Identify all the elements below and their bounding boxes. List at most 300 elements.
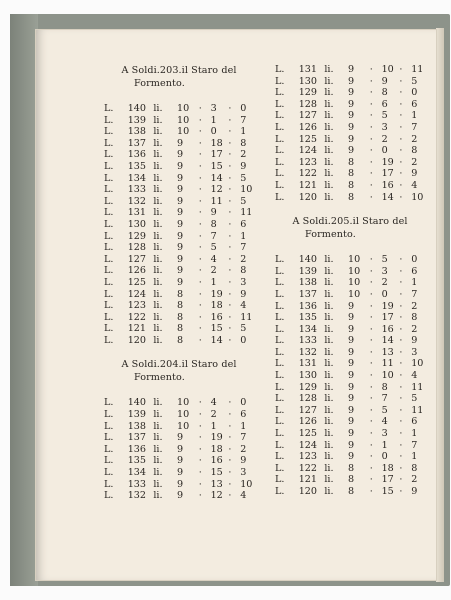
lire-prefix: L. xyxy=(104,265,114,277)
lire-amount: 9 xyxy=(348,370,355,382)
lire-amount: 8 xyxy=(177,300,184,312)
soldi-amount: 4 xyxy=(210,397,217,409)
table-row xyxy=(275,463,425,475)
soldi-amount: 14 xyxy=(210,172,223,184)
separator: · xyxy=(228,207,232,219)
lire-amount: 9 xyxy=(177,265,184,277)
denari-amount: 9 xyxy=(411,168,418,180)
soldi-amount: 8 xyxy=(210,218,217,230)
lire-prefix: L. xyxy=(104,184,114,196)
soldi-amount: 0 xyxy=(381,145,388,157)
separator: · xyxy=(369,358,373,370)
denari-amount: 7 xyxy=(240,242,247,254)
soldi-amount: 8 xyxy=(381,381,388,393)
separator: · xyxy=(198,218,202,230)
soldi-amount: 7 xyxy=(381,393,388,405)
separator: · xyxy=(369,474,373,486)
soldi-amount: 0 xyxy=(381,451,388,463)
lire-prefix: L. xyxy=(275,439,285,451)
soldi-amount: 1 xyxy=(381,439,388,451)
soldi-amount: 16 xyxy=(381,323,394,335)
denari-amount: 5 xyxy=(240,195,247,207)
lire-prefix: L. xyxy=(275,179,285,191)
separator: · xyxy=(228,218,232,230)
lire-amount: 8 xyxy=(348,179,355,191)
lire-label: li. xyxy=(153,253,163,265)
lire-amount: 8 xyxy=(177,288,184,300)
table-row xyxy=(104,479,254,491)
table-row xyxy=(275,324,425,336)
separator: · xyxy=(198,149,202,161)
price-value: 123 xyxy=(127,300,146,312)
separator: · xyxy=(369,335,373,347)
right-column xyxy=(275,64,425,498)
table-heading-line2: Formento. xyxy=(134,78,185,89)
soldi-amount: 15 xyxy=(381,486,394,497)
table-heading-line2: Formento. xyxy=(305,229,356,241)
separator: · xyxy=(198,207,202,219)
lire-prefix: L. xyxy=(104,467,114,479)
denari-amount: 1 xyxy=(240,420,247,432)
price-value: 134 xyxy=(127,172,146,184)
price-value: 133 xyxy=(127,184,146,196)
denari-amount: 7 xyxy=(240,432,247,444)
separator: · xyxy=(198,114,202,126)
lire-prefix: L. xyxy=(275,323,285,335)
price-value: 129 xyxy=(127,230,146,242)
separator: · xyxy=(369,87,373,99)
table-row xyxy=(275,168,425,180)
separator: · xyxy=(198,137,202,149)
denari-amount: 4 xyxy=(240,300,247,312)
denari-amount: 1 xyxy=(240,126,247,138)
separator: · xyxy=(198,265,202,277)
lire-label: li. xyxy=(153,149,163,161)
separator: · xyxy=(228,172,232,184)
table-row xyxy=(275,474,425,486)
separator: · xyxy=(369,121,373,133)
table-row xyxy=(275,405,425,417)
lire-label: li. xyxy=(153,242,163,254)
lire-amount: 9 xyxy=(177,467,184,479)
table-row xyxy=(104,184,254,196)
table-row xyxy=(275,277,425,289)
lire-label: li. xyxy=(153,443,163,455)
price-value: 134 xyxy=(298,323,317,335)
denari-amount: 5 xyxy=(240,172,247,184)
denari-amount: 0 xyxy=(240,334,247,346)
lire-prefix: L. xyxy=(275,168,285,180)
separator: · xyxy=(228,160,232,172)
lire-prefix: L. xyxy=(275,358,285,370)
separator: · xyxy=(399,346,403,358)
lire-label: li. xyxy=(153,490,163,502)
lire-label: li. xyxy=(153,230,163,242)
table-row xyxy=(275,87,425,99)
table-row xyxy=(104,421,254,433)
lire-label: li. xyxy=(324,179,334,191)
lire-label: li. xyxy=(153,420,163,432)
separator: · xyxy=(369,191,373,203)
lire-amount: 9 xyxy=(177,149,184,161)
table-row xyxy=(104,467,254,479)
price-value: 132 xyxy=(298,346,317,358)
separator: · xyxy=(228,300,232,312)
price-value: 136 xyxy=(298,300,317,312)
lire-amount: 10 xyxy=(177,126,190,138)
denari-amount: 3 xyxy=(240,467,247,479)
lire-label: li. xyxy=(153,126,163,138)
lire-label: li. xyxy=(324,121,334,133)
separator: · xyxy=(228,455,232,467)
lire-amount: 9 xyxy=(177,490,184,502)
price-value: 127 xyxy=(298,404,317,416)
separator: · xyxy=(198,311,202,323)
denari-amount: 10 xyxy=(411,191,424,203)
separator: · xyxy=(198,467,202,479)
denari-amount: 1 xyxy=(411,451,418,463)
separator: · xyxy=(198,276,202,288)
lire-label: li. xyxy=(324,277,334,289)
denari-amount: 9 xyxy=(240,455,247,467)
lire-label: li. xyxy=(324,288,334,300)
denari-amount: 9 xyxy=(240,160,247,172)
lire-prefix: L. xyxy=(275,254,285,266)
lire-label: li. xyxy=(153,195,163,207)
soldi-amount: 10 xyxy=(381,64,394,75)
lire-amount: 9 xyxy=(177,478,184,490)
price-value: 136 xyxy=(127,443,146,455)
lire-prefix: L. xyxy=(275,393,285,405)
soldi-amount: 11 xyxy=(381,358,394,370)
soldi-amount: 14 xyxy=(210,334,223,346)
lire-prefix: L. xyxy=(104,172,114,184)
lire-amount: 10 xyxy=(177,114,190,126)
separator: · xyxy=(369,381,373,393)
price-value: 130 xyxy=(127,218,146,230)
separator: · xyxy=(399,474,403,486)
separator: · xyxy=(369,451,373,463)
lire-prefix: L. xyxy=(275,370,285,382)
table-row xyxy=(275,440,425,452)
separator: · xyxy=(399,288,403,300)
denari-amount: 4 xyxy=(411,370,418,382)
lire-label: li. xyxy=(324,312,334,324)
soldi-amount: 18 xyxy=(381,462,394,474)
separator: · xyxy=(228,126,232,138)
price-value: 133 xyxy=(127,478,146,490)
lire-label: li. xyxy=(153,397,163,409)
separator: · xyxy=(369,393,373,405)
soldi-amount: 0 xyxy=(210,126,217,138)
lire-label: li. xyxy=(324,393,334,405)
price-value: 122 xyxy=(298,462,317,474)
separator: · xyxy=(198,242,202,254)
denari-amount: 2 xyxy=(411,300,418,312)
lire-prefix: L. xyxy=(104,253,114,265)
separator: · xyxy=(228,467,232,479)
price-table xyxy=(275,215,425,497)
price-value: 131 xyxy=(298,64,317,75)
lire-label: li. xyxy=(324,381,334,393)
lire-amount: 10 xyxy=(348,265,361,277)
separator: · xyxy=(228,443,232,455)
lire-prefix: L. xyxy=(104,126,114,138)
lire-prefix: L. xyxy=(275,110,285,122)
separator: · xyxy=(399,277,403,289)
separator: · xyxy=(399,393,403,405)
lire-amount: 9 xyxy=(348,145,355,157)
separator: · xyxy=(198,397,202,409)
lire-label: li. xyxy=(153,323,163,335)
denari-amount: 7 xyxy=(411,121,418,133)
lire-prefix: L. xyxy=(104,103,114,114)
soldi-amount: 13 xyxy=(210,478,223,490)
lire-prefix: L. xyxy=(104,334,114,346)
table-row xyxy=(275,157,425,169)
denari-amount: 5 xyxy=(240,323,247,335)
lire-label: li. xyxy=(324,404,334,416)
denari-amount: 6 xyxy=(240,409,247,421)
denari-amount: 0 xyxy=(240,103,247,114)
table-row xyxy=(104,335,254,347)
separator: · xyxy=(228,195,232,207)
lire-label: li. xyxy=(324,133,334,145)
lire-prefix: L. xyxy=(275,300,285,312)
table-row xyxy=(275,180,425,192)
lire-label: li. xyxy=(153,276,163,288)
table-row xyxy=(104,323,254,335)
soldi-amount: 19 xyxy=(381,300,394,312)
denari-amount: 8 xyxy=(240,265,247,277)
separator: · xyxy=(198,103,202,114)
soldi-amount: 5 xyxy=(381,404,388,416)
table-row xyxy=(275,289,425,301)
lire-amount: 9 xyxy=(177,184,184,196)
lire-amount: 8 xyxy=(348,486,355,497)
separator: · xyxy=(228,409,232,421)
separator: · xyxy=(228,114,232,126)
table-row xyxy=(104,432,254,444)
table-row xyxy=(104,242,254,254)
separator: · xyxy=(399,265,403,277)
table-heading-line1: A Soldi.204.il Staro del xyxy=(121,359,237,371)
lire-amount: 9 xyxy=(348,121,355,133)
lire-label: li. xyxy=(153,467,163,479)
separator: · xyxy=(399,323,403,335)
denari-amount: 7 xyxy=(411,288,418,300)
lire-prefix: L. xyxy=(275,75,285,87)
lire-amount: 9 xyxy=(348,335,355,347)
separator: · xyxy=(198,160,202,172)
separator: · xyxy=(399,358,403,370)
soldi-amount: 4 xyxy=(381,416,388,428)
lire-amount: 9 xyxy=(177,242,184,254)
lire-label: li. xyxy=(324,474,334,486)
table-heading xyxy=(104,64,254,90)
price-value: 126 xyxy=(298,416,317,428)
table-row xyxy=(275,486,425,498)
lire-label: li. xyxy=(324,265,334,277)
table-row xyxy=(275,335,425,347)
lire-label: li. xyxy=(324,358,334,370)
lire-amount: 10 xyxy=(348,288,361,300)
table-row xyxy=(104,397,254,409)
separator: · xyxy=(198,300,202,312)
separator: · xyxy=(198,443,202,455)
lire-prefix: L. xyxy=(104,490,114,502)
denari-amount: 2 xyxy=(240,253,247,265)
lire-label: li. xyxy=(153,432,163,444)
lire-label: li. xyxy=(153,455,163,467)
denari-amount: 10 xyxy=(240,478,253,490)
price-value: 129 xyxy=(298,381,317,393)
price-value: 121 xyxy=(298,179,317,191)
lire-amount: 9 xyxy=(348,110,355,122)
lire-amount: 8 xyxy=(348,168,355,180)
denari-amount: 1 xyxy=(411,428,418,440)
separator: · xyxy=(399,439,403,451)
lire-prefix: L. xyxy=(104,397,114,409)
table-row xyxy=(104,300,254,312)
table-row xyxy=(275,347,425,359)
denari-amount: 0 xyxy=(411,87,418,99)
price-value: 129 xyxy=(298,87,317,99)
price-value: 137 xyxy=(127,432,146,444)
separator: · xyxy=(228,265,232,277)
soldi-amount: 17 xyxy=(381,168,394,180)
lire-prefix: L. xyxy=(104,242,114,254)
table-row xyxy=(275,451,425,463)
price-value: 120 xyxy=(127,334,146,346)
lire-label: li. xyxy=(324,346,334,358)
lire-amount: 9 xyxy=(348,312,355,324)
denari-amount: 9 xyxy=(240,288,247,300)
table-row xyxy=(104,254,254,266)
separator: · xyxy=(369,98,373,110)
separator: · xyxy=(399,168,403,180)
separator: · xyxy=(228,478,232,490)
lire-prefix: L. xyxy=(275,381,285,393)
lire-label: li. xyxy=(324,323,334,335)
price-value: 136 xyxy=(127,149,146,161)
separator: · xyxy=(198,409,202,421)
denari-amount: 2 xyxy=(240,149,247,161)
denari-amount: 9 xyxy=(411,486,418,497)
lire-amount: 10 xyxy=(177,409,190,421)
lire-label: li. xyxy=(153,172,163,184)
lire-prefix: L. xyxy=(104,137,114,149)
denari-amount: 11 xyxy=(411,404,424,416)
soldi-amount: 18 xyxy=(210,443,223,455)
soldi-amount: 12 xyxy=(210,184,223,196)
lire-amount: 9 xyxy=(348,381,355,393)
price-value: 125 xyxy=(298,428,317,440)
lire-label: li. xyxy=(324,416,334,428)
soldi-amount: 3 xyxy=(381,265,388,277)
lire-prefix: L. xyxy=(104,114,114,126)
lire-amount: 9 xyxy=(177,207,184,219)
separator: · xyxy=(228,137,232,149)
price-value: 128 xyxy=(298,393,317,405)
price-value: 134 xyxy=(127,467,146,479)
separator: · xyxy=(228,432,232,444)
separator: · xyxy=(369,254,373,266)
table-row xyxy=(104,289,254,301)
denari-amount: 6 xyxy=(411,416,418,428)
separator: · xyxy=(399,179,403,191)
lire-label: li. xyxy=(324,110,334,122)
price-value: 137 xyxy=(127,137,146,149)
lire-label: li. xyxy=(324,98,334,110)
table-heading-line2: Formento. xyxy=(134,372,185,384)
denari-amount: 11 xyxy=(411,64,424,75)
lire-amount: 9 xyxy=(348,300,355,312)
soldi-amount: 17 xyxy=(381,312,394,324)
lire-amount: 9 xyxy=(348,346,355,358)
lire-amount: 9 xyxy=(177,195,184,207)
price-value: 122 xyxy=(298,168,317,180)
lire-prefix: L. xyxy=(104,323,114,335)
lire-prefix: L. xyxy=(275,451,285,463)
separator: · xyxy=(228,230,232,242)
lire-label: li. xyxy=(324,75,334,87)
soldi-amount: 16 xyxy=(210,311,223,323)
lire-prefix: L. xyxy=(275,428,285,440)
lire-label: li. xyxy=(153,311,163,323)
separator: · xyxy=(399,121,403,133)
separator: · xyxy=(369,64,373,75)
price-value: 128 xyxy=(127,242,146,254)
denari-amount: 1 xyxy=(411,110,418,122)
denari-amount: 3 xyxy=(411,346,418,358)
denari-amount: 9 xyxy=(411,335,418,347)
table-row xyxy=(104,173,254,185)
lire-prefix: L. xyxy=(275,288,285,300)
soldi-amount: 19 xyxy=(210,432,223,444)
table-row xyxy=(104,231,254,243)
lire-amount: 10 xyxy=(177,420,190,432)
separator: · xyxy=(369,277,373,289)
price-value: 122 xyxy=(127,311,146,323)
lire-amount: 9 xyxy=(177,137,184,149)
denari-amount: 4 xyxy=(240,490,247,502)
separator: · xyxy=(369,145,373,157)
lire-amount: 9 xyxy=(348,358,355,370)
separator: · xyxy=(399,312,403,324)
table-row xyxy=(104,138,254,150)
lire-prefix: L. xyxy=(275,121,285,133)
denari-amount: 2 xyxy=(411,323,418,335)
table-row xyxy=(104,444,254,456)
lire-amount: 9 xyxy=(348,439,355,451)
separator: · xyxy=(198,126,202,138)
denari-amount: 6 xyxy=(411,265,418,277)
lire-amount: 9 xyxy=(348,451,355,463)
lire-prefix: L. xyxy=(275,156,285,168)
lire-amount: 9 xyxy=(348,323,355,335)
lire-amount: 8 xyxy=(348,156,355,168)
separator: · xyxy=(399,110,403,122)
lire-prefix: L. xyxy=(104,420,114,432)
table-row xyxy=(275,370,425,382)
separator: · xyxy=(369,312,373,324)
price-value: 132 xyxy=(127,490,146,502)
lire-prefix: L. xyxy=(104,443,114,455)
separator: · xyxy=(369,265,373,277)
denari-amount: 5 xyxy=(411,393,418,405)
separator: · xyxy=(399,64,403,75)
